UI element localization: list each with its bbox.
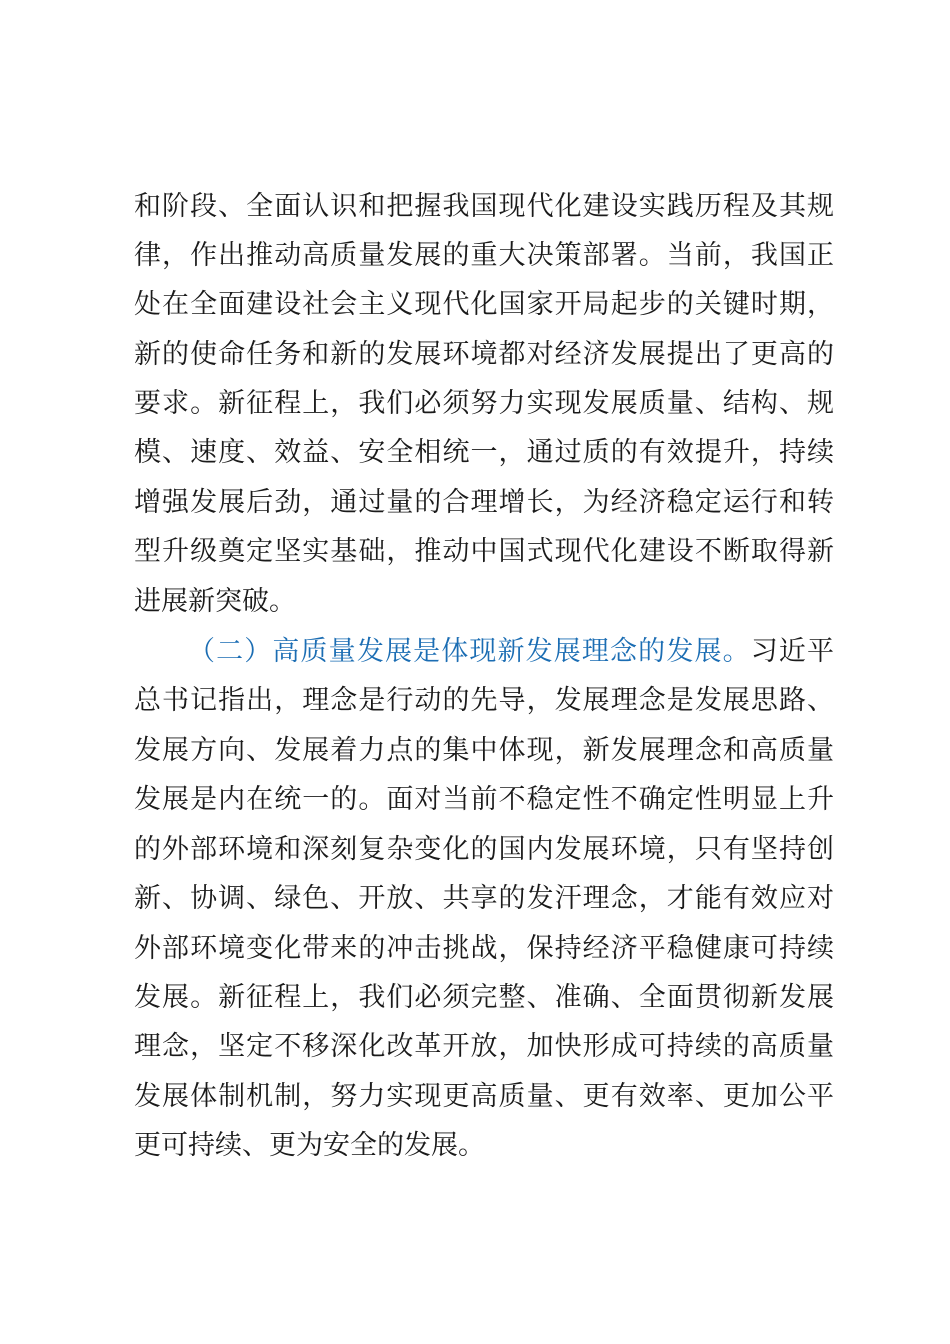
paragraph-line: 要求。新征程上，我们必须努力实现发展质量、结构、规 [134, 388, 834, 419]
paragraph-line: 发展是内在统一的。面对当前不稳定性不确定性明显上升 [134, 784, 834, 815]
section-heading: （二）高质量发展是体现新发展理念的发展。 [188, 636, 751, 667]
paragraph-line: 发展。新征程上，我们必须完整、准确、全面贯彻新发展 [134, 982, 834, 1013]
paragraph-line: 型升级奠定坚实基础，推动中国式现代化建设不断取得新 [134, 536, 834, 567]
paragraph-line: 理念，坚定不移深化改革开放，加快形成可持续的高质量 [134, 1031, 834, 1062]
paragraph-line: 发展方向、发展着力点的集中体现，新发展理念和高质量 [134, 735, 834, 766]
paragraph-line: 进展新突破。 [134, 586, 296, 617]
paragraph-line: 律，作出推动高质量发展的重大决策部署。当前，我国正 [134, 240, 834, 271]
paragraph-line: 外部环境变化带来的冲击挑战，保持经济平稳健康可持续 [134, 933, 834, 964]
paragraph-line: 处在全面建设社会主义现代化国家开局起步的关键时期， [134, 289, 834, 320]
section-heading-line [188, 632, 834, 672]
paragraph-line: 新的使命任务和新的发展环境都对经济发展提出了更高的 [134, 339, 834, 370]
paragraph-text: 习近平 [750, 636, 834, 667]
paragraph-line: 总书记指出，理念是行动的先导，发展理念是发展思路、 [134, 685, 834, 716]
paragraph-line: 的外部环境和深刻复杂变化的国内发展环境，只有坚持创 [134, 834, 834, 865]
paragraph-line: 发展体制机制，努力实现更高质量、更有效率、更加公平 [134, 1081, 834, 1112]
paragraph-line: 新、协调、绿色、开放、共享的发汗理念，才能有效应对 [134, 883, 834, 914]
paragraph-line: 更可持续、更为安全的发展。 [134, 1130, 485, 1161]
paragraph-line: 和阶段、全面认识和把握我国现代化建设实践历程及其规 [134, 191, 834, 222]
paragraph-line: 模、速度、效益、安全相统一，通过质的有效提升，持续 [134, 437, 834, 468]
paragraph-line: 增强发展后劲，通过量的合理增长，为经济稳定运行和转 [134, 487, 834, 518]
